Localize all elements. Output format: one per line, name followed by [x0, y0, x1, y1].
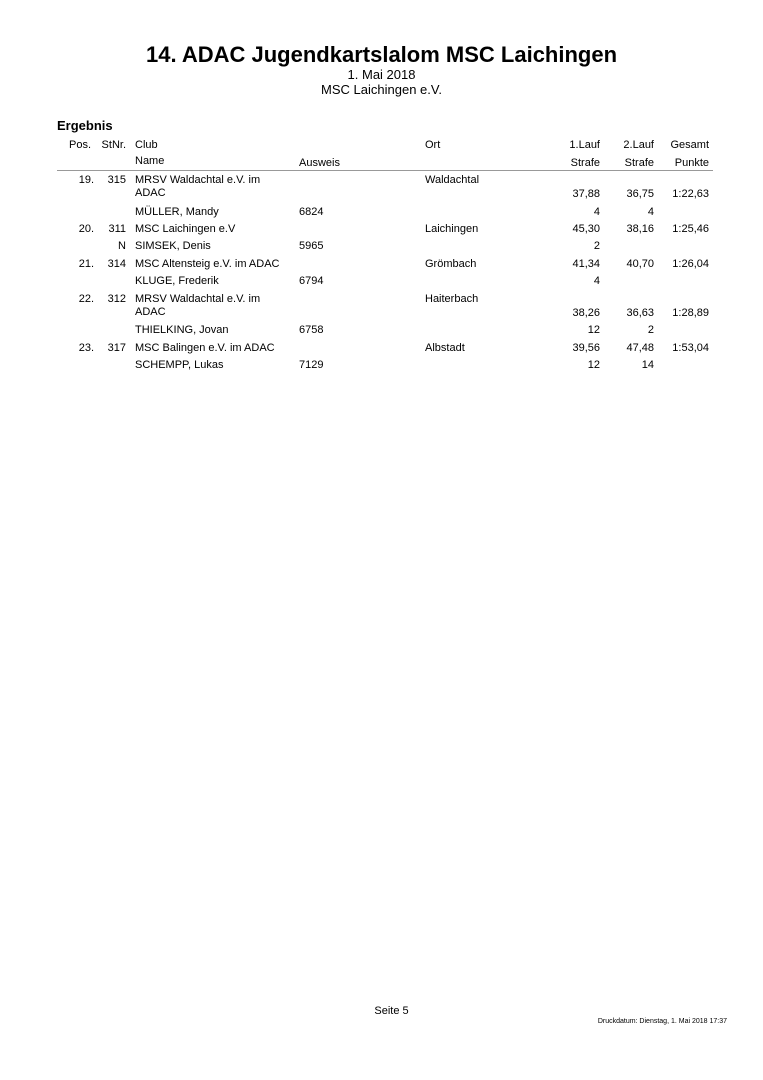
event-date: 1. Mai 2018: [347, 67, 416, 82]
result-name: SIMSEK, Denis: [135, 240, 211, 252]
result-strafe2: 4: [647, 206, 654, 218]
header-ort: Ort: [425, 139, 441, 151]
result-strafe1: 2: [593, 240, 600, 252]
result-strafe2: 2: [647, 324, 654, 336]
result-name: SCHEMPP, Lukas: [135, 359, 224, 371]
section-title: Ergebnis: [57, 118, 113, 133]
result-stnr: 315: [107, 174, 126, 186]
result-stnr: 311: [108, 223, 126, 235]
result-name: THIELKING, Jovan: [135, 324, 229, 336]
result-ort: Grömbach: [425, 258, 477, 270]
result-pos: 23.: [78, 342, 94, 354]
result-gesamt: 1:26,04: [672, 258, 709, 270]
header-pos: Pos.: [68, 139, 91, 151]
header-gesamt: Gesamt: [670, 139, 709, 151]
print-date: Druckdatum: Dienstag, 1. Mai 2018 17:37: [597, 1018, 727, 1025]
result-ausweis: 6758: [299, 324, 324, 336]
header-stnr: StNr.: [101, 139, 126, 151]
result-strafe1: 4: [593, 275, 600, 287]
result-name: MÜLLER, Mandy: [135, 206, 219, 218]
result-ausweis: 7129: [299, 359, 324, 371]
header-club: Club: [135, 139, 158, 151]
result-lauf2: 36,63: [626, 307, 654, 319]
result-pos: 19.: [78, 174, 94, 186]
result-lauf2: 38,16: [626, 223, 654, 235]
result-lauf1: 45,30: [572, 223, 600, 235]
result-ausweis: 6794: [299, 275, 324, 287]
document-title: 14. ADAC Jugendkartslalom MSC Laichingen: [145, 42, 618, 67]
result-club-cont: ADAC: [135, 187, 166, 199]
header-ausweis: Ausweis: [299, 157, 340, 169]
result-gesamt: 1:28,89: [672, 307, 709, 319]
result-lauf2: 36,75: [626, 188, 654, 200]
result-lauf1: 41,34: [572, 258, 600, 270]
result-lauf1: 38,26: [572, 307, 600, 319]
result-name-prefix: N: [118, 240, 126, 252]
result-ort: Laichingen: [425, 223, 479, 235]
header-name: Name: [135, 155, 165, 167]
result-strafe1: 12: [587, 359, 600, 371]
result-strafe1: 4: [593, 206, 600, 218]
result-club: MSC Laichingen e.V: [135, 223, 236, 235]
result-strafe1: 12: [587, 324, 600, 336]
result-pos: 20.: [78, 223, 94, 235]
header-punkte: Punkte: [674, 157, 709, 169]
result-club: MRSV Waldachtal e.V. im: [135, 293, 261, 305]
header-lauf1: 1.Lauf: [569, 139, 600, 151]
result-ort: Albstadt: [425, 342, 465, 354]
header-lauf2: 2.Lauf: [623, 139, 654, 151]
header-strafe1: Strafe: [570, 157, 600, 169]
result-pos: 22.: [78, 293, 94, 305]
result-ausweis: 6824: [299, 206, 324, 218]
result-gesamt: 1:22,63: [672, 188, 709, 200]
page-number: Seite 5: [374, 1005, 409, 1017]
result-lauf2: 40,70: [626, 258, 654, 270]
result-lauf2: 47,48: [626, 342, 654, 354]
result-name: KLUGE, Frederik: [135, 275, 219, 287]
result-gesamt: 1:53,04: [672, 342, 709, 354]
result-lauf1: 39,56: [572, 342, 600, 354]
header-divider: [57, 170, 713, 171]
result-club: MSC Balingen e.V. im ADAC: [135, 342, 275, 354]
result-stnr: 312: [107, 293, 126, 305]
result-ort: Waldachtal: [425, 174, 480, 186]
organizer: MSC Laichingen e.V.: [321, 82, 442, 97]
result-pos: 21.: [78, 258, 94, 270]
result-ort: Haiterbach: [425, 293, 479, 305]
result-lauf1: 37,88: [572, 188, 600, 200]
result-ausweis: 5965: [299, 240, 324, 252]
result-club: MSC Altensteig e.V. im ADAC: [135, 258, 280, 270]
result-club-cont: ADAC: [135, 306, 166, 318]
result-strafe2: 14: [641, 359, 654, 371]
result-gesamt: 1:25,46: [672, 223, 709, 235]
header-strafe2: Strafe: [624, 157, 654, 169]
result-stnr: 317: [107, 342, 126, 354]
result-stnr: 314: [107, 258, 126, 270]
result-club: MRSV Waldachtal e.V. im: [135, 174, 261, 186]
